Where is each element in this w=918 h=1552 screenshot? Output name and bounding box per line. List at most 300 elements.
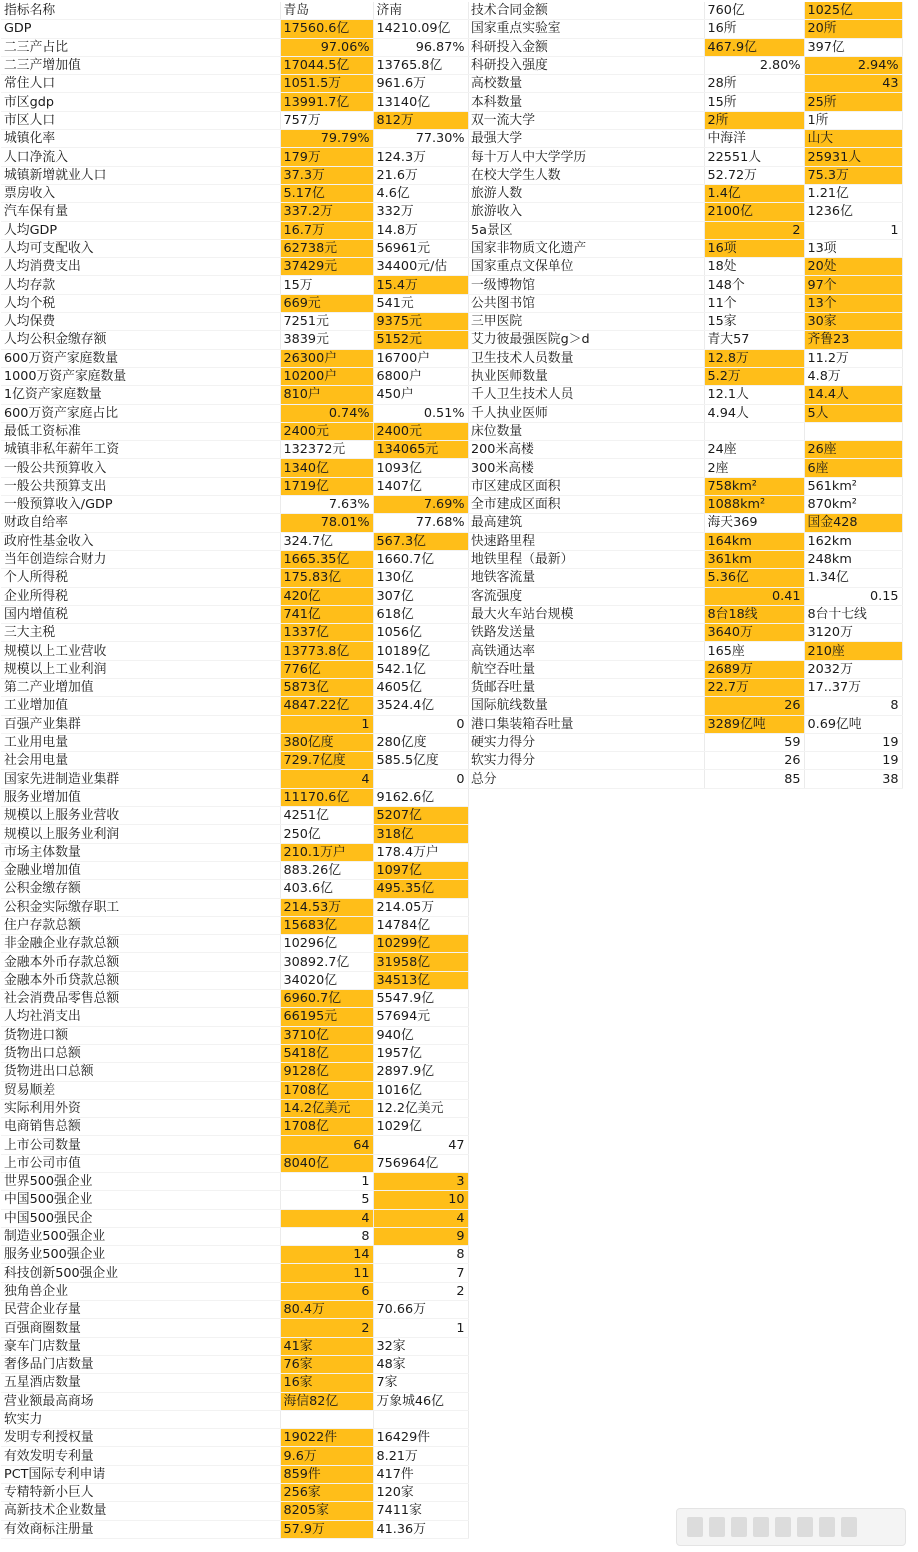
city-a-value-cell: 海天369 xyxy=(704,514,804,532)
city-b-value-cell: 14784亿 xyxy=(373,916,468,934)
table-row xyxy=(468,624,902,642)
metric-name-cell: 在校大学生人数 xyxy=(468,166,704,184)
city-b-value-cell: 20所 xyxy=(804,20,902,38)
table-row xyxy=(468,459,902,477)
metric-name-cell: 豪车门店数量 xyxy=(1,1337,280,1355)
city-b-value-cell: 870km² xyxy=(804,496,902,514)
city-a-value-cell: 8205家 xyxy=(280,1502,373,1520)
metric-name-cell: 规模以上服务业营收 xyxy=(1,807,280,825)
city-a-value-cell: 11个 xyxy=(704,294,804,312)
table-row xyxy=(468,184,902,202)
table-row xyxy=(1,770,468,788)
city-a-value-cell: 1 xyxy=(280,715,373,733)
table-row xyxy=(1,1136,468,1154)
table-row xyxy=(1,56,468,74)
city-b-value-cell: 120家 xyxy=(373,1484,468,1502)
metric-name-cell: 最低工资标准 xyxy=(1,422,280,440)
metric-name-cell: 人均个税 xyxy=(1,294,280,312)
city-a-value-cell: 420亿 xyxy=(280,587,373,605)
city-a-value-cell: 中海洋 xyxy=(704,130,804,148)
table-row xyxy=(1,953,468,971)
city-a-value-cell: 164km xyxy=(704,532,804,550)
metric-name-cell: 床位数量 xyxy=(468,422,704,440)
table-row xyxy=(1,367,468,385)
city-b-value-cell: 561km² xyxy=(804,477,902,495)
city-b-value-cell: 13项 xyxy=(804,239,902,257)
metric-name-cell: 人均社消支出 xyxy=(1,1008,280,1026)
table-row xyxy=(1,221,468,239)
metric-name-cell: 贸易顺差 xyxy=(1,1081,280,1099)
metric-name-cell: 中国500强民企 xyxy=(1,1209,280,1227)
city-b-value-cell: 7.69% xyxy=(373,496,468,514)
city-b-value-cell: 812万 xyxy=(373,111,468,129)
city-a-value-cell: 97.06% xyxy=(280,38,373,56)
city-a-value-cell: 380亿度 xyxy=(280,733,373,751)
table-row xyxy=(1,386,468,404)
metric-name-cell: 城镇非私年薪年工资 xyxy=(1,441,280,459)
city-b-value-cell: 1 xyxy=(373,1319,468,1337)
metric-name-cell: 二三产占比 xyxy=(1,38,280,56)
table-row xyxy=(1,1264,468,1282)
metric-name-cell: 非金融企业存款总额 xyxy=(1,935,280,953)
table-row xyxy=(1,1044,468,1062)
city-a-value-cell: 17044.5亿 xyxy=(280,56,373,74)
table-row xyxy=(1,1374,468,1392)
city-b-value-cell: 2032万 xyxy=(804,660,902,678)
city-a-value-cell: 6960.7亿 xyxy=(280,990,373,1008)
city-b-value-cell: 585.5亿度 xyxy=(373,752,468,770)
table-row xyxy=(468,294,902,312)
table-row xyxy=(1,111,468,129)
city-a-value-cell: 859件 xyxy=(280,1465,373,1483)
city-a-value-cell: 5418亿 xyxy=(280,1044,373,1062)
city-a-value-cell: 758km² xyxy=(704,477,804,495)
metric-name-cell: 一级博物馆 xyxy=(468,276,704,294)
table-row xyxy=(1,1410,468,1428)
city-a-value-cell: 324.7亿 xyxy=(280,532,373,550)
city-b-value-cell xyxy=(804,422,902,440)
city-b-value-cell: 19 xyxy=(804,733,902,751)
metric-name-cell: 常住人口 xyxy=(1,75,280,93)
city-b-value-cell: 1957亿 xyxy=(373,1044,468,1062)
table-row xyxy=(1,587,468,605)
table-row xyxy=(1,1465,468,1483)
table-row xyxy=(1,20,468,38)
city-a-value-cell: 22.7万 xyxy=(704,678,804,696)
city-a-value-cell: 0.74% xyxy=(280,404,373,422)
city-a-value-cell: 78.01% xyxy=(280,514,373,532)
metric-name-cell: 有效商标注册量 xyxy=(1,1520,280,1538)
table-row xyxy=(468,75,902,93)
metric-name-cell: 电商销售总额 xyxy=(1,1118,280,1136)
city-a-value-cell: 79.79% xyxy=(280,130,373,148)
city-b-value-cell: 万象城46亿 xyxy=(373,1392,468,1410)
city-a-value-cell: 2座 xyxy=(704,459,804,477)
table-row xyxy=(1,1429,468,1447)
city-a-value-cell: 6 xyxy=(280,1282,373,1300)
metric-name-cell: 金融业增加值 xyxy=(1,861,280,879)
table-row xyxy=(1,166,468,184)
city-a-value-cell: 165座 xyxy=(704,642,804,660)
metric-name-cell: 国家重点实验室 xyxy=(468,20,704,38)
city-a-value-cell: 1708亿 xyxy=(280,1081,373,1099)
city-b-value-cell: 43 xyxy=(804,75,902,93)
table-row xyxy=(468,660,902,678)
city-a-value-cell: 85 xyxy=(704,770,804,788)
city-a-value-cell: 1051.5万 xyxy=(280,75,373,93)
metric-name-cell: 国家先进制造业集群 xyxy=(1,770,280,788)
metric-name-cell: 地铁客流量 xyxy=(468,569,704,587)
table-row xyxy=(468,331,902,349)
city-a-value-cell: 741亿 xyxy=(280,605,373,623)
city-a-value-cell: 16项 xyxy=(704,239,804,257)
city-b-value-cell: 47 xyxy=(373,1136,468,1154)
city-a-value-cell: 337.2万 xyxy=(280,203,373,221)
table-row xyxy=(468,715,902,733)
metric-name-cell: 600万资产家庭数量 xyxy=(1,349,280,367)
city-a-value-cell: 361km xyxy=(704,550,804,568)
table-row xyxy=(1,1447,468,1465)
city-a-value-cell: 34020亿 xyxy=(280,971,373,989)
city-b-value-cell: 国金428 xyxy=(804,514,902,532)
table-row xyxy=(468,148,902,166)
city-b-value-cell: 13个 xyxy=(804,294,902,312)
metric-name-cell: 人均公积金缴存额 xyxy=(1,331,280,349)
metric-name-cell: 高铁通达率 xyxy=(468,642,704,660)
table-row xyxy=(1,1319,468,1337)
table-row xyxy=(1,459,468,477)
metric-name-cell: 城镇新增就业人口 xyxy=(1,166,280,184)
city-a-value-cell: 16所 xyxy=(704,20,804,38)
metric-name-cell: 世界500强企业 xyxy=(1,1173,280,1191)
city-b-value-cell: 6800户 xyxy=(373,367,468,385)
city-a-value-cell: 37429元 xyxy=(280,258,373,276)
city-a-value-cell: 57.9万 xyxy=(280,1520,373,1538)
metric-name-cell: 300米高楼 xyxy=(468,459,704,477)
city-a-value-cell: 1665.35亿 xyxy=(280,550,373,568)
city-a-value-cell: 17560.6亿 xyxy=(280,20,373,38)
city-a-value-cell: 14 xyxy=(280,1246,373,1264)
city-b-value-cell: 5207亿 xyxy=(373,807,468,825)
metric-name-cell: 民营企业存量 xyxy=(1,1301,280,1319)
metric-name-cell: 二三产增加值 xyxy=(1,56,280,74)
table-row xyxy=(1,203,468,221)
table-row xyxy=(1,825,468,843)
metric-name-cell: 千人卫生技术人员 xyxy=(468,386,704,404)
table-row xyxy=(1,2,468,20)
metric-name-cell: 财政自给率 xyxy=(1,514,280,532)
city-b-value-cell: 1.34亿 xyxy=(804,569,902,587)
table-row xyxy=(468,678,902,696)
metric-name-cell: 客流强度 xyxy=(468,587,704,605)
metric-name-cell: 航空吞吐量 xyxy=(468,660,704,678)
city-a-value-cell: 28所 xyxy=(704,75,804,93)
city-a-value-cell: 66195元 xyxy=(280,1008,373,1026)
city-b-value-cell: 19 xyxy=(804,752,902,770)
metric-name-cell: 营业额最高商场 xyxy=(1,1392,280,1410)
city-a-value-cell: 669元 xyxy=(280,294,373,312)
table-row xyxy=(468,770,902,788)
metric-name-cell: 铁路发送量 xyxy=(468,624,704,642)
table-row xyxy=(1,1484,468,1502)
table-row xyxy=(1,1099,468,1117)
city-a-value-cell: 4.94人 xyxy=(704,404,804,422)
table-row xyxy=(1,441,468,459)
table-row xyxy=(468,496,902,514)
city-b-value-cell: 77.30% xyxy=(373,130,468,148)
city-b-value-cell: 567.3亿 xyxy=(373,532,468,550)
metric-name-cell: 第二产业增加值 xyxy=(1,678,280,696)
metric-name-cell: 有效发明专利量 xyxy=(1,1447,280,1465)
table-row xyxy=(468,404,902,422)
table-row xyxy=(1,38,468,56)
city-b-value-cell: 1025亿 xyxy=(804,2,902,20)
table-row xyxy=(468,752,902,770)
table-row xyxy=(1,697,468,715)
metric-name-cell: 全市建成区面积 xyxy=(468,496,704,514)
table-row xyxy=(468,697,902,715)
city-a-value-cell: 76家 xyxy=(280,1355,373,1373)
city-b-value-cell: 5人 xyxy=(804,404,902,422)
city-b-value-cell: 1016亿 xyxy=(373,1081,468,1099)
city-a-value-cell: 3640万 xyxy=(704,624,804,642)
metric-name-cell: 中国500强企业 xyxy=(1,1191,280,1209)
table-row xyxy=(1,843,468,861)
metric-name-cell: 公积金缴存额 xyxy=(1,880,280,898)
city-a-value-cell xyxy=(704,422,804,440)
table-row xyxy=(1,990,468,1008)
metric-name-cell: 汽车保有量 xyxy=(1,203,280,221)
city-a-value-cell: 52.72万 xyxy=(704,166,804,184)
table-row xyxy=(1,1392,468,1410)
metric-name-cell: 社会用电量 xyxy=(1,752,280,770)
city-a-value-cell: 62738元 xyxy=(280,239,373,257)
metric-name-cell: 当年创造综合财力 xyxy=(1,550,280,568)
metric-name-cell: 每十万人中大学学历 xyxy=(468,148,704,166)
city-a-value-cell: 8040亿 xyxy=(280,1154,373,1172)
city-a-value-cell: 1.4亿 xyxy=(704,184,804,202)
metric-name-cell: 硬实力得分 xyxy=(468,733,704,751)
metric-name-cell: 住户存款总额 xyxy=(1,916,280,934)
city-b-value-cell: 70.66万 xyxy=(373,1301,468,1319)
metric-name-cell: 货物进出口总额 xyxy=(1,1063,280,1081)
city-b-value-cell: 16429件 xyxy=(373,1429,468,1447)
metric-name-cell: 政府性基金收入 xyxy=(1,532,280,550)
city-a-value-cell: 14.2亿美元 xyxy=(280,1099,373,1117)
city-b-value-cell: 1.21亿 xyxy=(804,184,902,202)
table-row xyxy=(1,313,468,331)
city-a-value-cell: 2689万 xyxy=(704,660,804,678)
metric-name-cell: 200米高楼 xyxy=(468,441,704,459)
table-row xyxy=(1,258,468,276)
city-b-value-cell: 14.8万 xyxy=(373,221,468,239)
left-comparison-table xyxy=(1,2,469,1539)
metric-name-cell: 独角兽企业 xyxy=(1,1282,280,1300)
city-a-value-cell: 4847.22亿 xyxy=(280,697,373,715)
table-row xyxy=(1,807,468,825)
metric-name-cell: 国家非物质文化遗产 xyxy=(468,239,704,257)
city-a-value-cell: 403.6亿 xyxy=(280,880,373,898)
metric-name-cell: 国内增值税 xyxy=(1,605,280,623)
metric-name-cell: PCT国际专利申请 xyxy=(1,1465,280,1483)
table-row xyxy=(468,367,902,385)
table-row xyxy=(468,422,902,440)
table-row xyxy=(1,404,468,422)
city-b-value-cell: 318亿 xyxy=(373,825,468,843)
city-a-value-cell: 10296亿 xyxy=(280,935,373,953)
city-a-value-cell: 2.80% xyxy=(704,56,804,74)
table-row xyxy=(1,733,468,751)
city-a-value-cell: 26 xyxy=(704,697,804,715)
city-a-value-cell: 3710亿 xyxy=(280,1026,373,1044)
city-b-value-cell: 17..37万 xyxy=(804,678,902,696)
metric-name-cell: 国际航线数量 xyxy=(468,697,704,715)
metric-name-cell: 本科数量 xyxy=(468,93,704,111)
city-b-value-cell: 2.94% xyxy=(804,56,902,74)
city-b-value-cell: 332万 xyxy=(373,203,468,221)
city-b-value-cell: 8.21万 xyxy=(373,1447,468,1465)
table-row xyxy=(1,1063,468,1081)
metric-name-cell: 公共图书馆 xyxy=(468,294,704,312)
city-a-value-cell: 2 xyxy=(280,1319,373,1337)
metric-name-cell: 票房收入 xyxy=(1,184,280,202)
city-b-value-cell xyxy=(373,1410,468,1428)
metric-name-cell: 百强产业集群 xyxy=(1,715,280,733)
city-a-value-cell: 760亿 xyxy=(704,2,804,20)
table-row xyxy=(1,514,468,532)
city-b-value-cell: 34400元/估 xyxy=(373,258,468,276)
city-a-value-cell: 青大57 xyxy=(704,331,804,349)
metric-name-cell: 规模以上工业营收 xyxy=(1,642,280,660)
city-b-value-cell: 542.1亿 xyxy=(373,660,468,678)
table-row xyxy=(1,1081,468,1099)
metric-name-cell: 地铁里程（最新） xyxy=(468,550,704,568)
metric-name-cell: 市区人口 xyxy=(1,111,280,129)
city-b-value-cell: 1097亿 xyxy=(373,861,468,879)
city-a-value-cell: 59 xyxy=(704,733,804,751)
table-row xyxy=(1,1301,468,1319)
city-a-value-cell: 海信82亿 xyxy=(280,1392,373,1410)
table-row xyxy=(1,1026,468,1044)
metric-name-cell: 货物进口额 xyxy=(1,1026,280,1044)
city-a-value-cell: 7251元 xyxy=(280,313,373,331)
city-a-value-cell: 5.2万 xyxy=(704,367,804,385)
table-row xyxy=(1,880,468,898)
table-row xyxy=(468,349,902,367)
city-a-value-cell: 5.17亿 xyxy=(280,184,373,202)
table-row xyxy=(1,971,468,989)
table-row xyxy=(468,313,902,331)
metric-name-cell: 实际利用外资 xyxy=(1,1099,280,1117)
city-a-value-cell: 16.7万 xyxy=(280,221,373,239)
city-a-value-cell: 3289亿吨 xyxy=(704,715,804,733)
metric-name-cell: 三甲医院 xyxy=(468,313,704,331)
metric-name-cell: 600万资产家庭占比 xyxy=(1,404,280,422)
watermark-logo xyxy=(676,1508,906,1546)
city-a-value-cell: 132372元 xyxy=(280,441,373,459)
table-row xyxy=(1,898,468,916)
metric-name-cell: 科研投入金额 xyxy=(468,38,704,56)
city-b-value-cell: 4.8万 xyxy=(804,367,902,385)
city-b-value-cell: 450户 xyxy=(373,386,468,404)
city-b-value-cell: 214.05万 xyxy=(373,898,468,916)
city-a-value-cell: 1337亿 xyxy=(280,624,373,642)
city-b-value-cell: 25所 xyxy=(804,93,902,111)
metric-name-cell: 公积金实际缴存职工 xyxy=(1,898,280,916)
table-row xyxy=(468,130,902,148)
city-a-value-cell: 13991.7亿 xyxy=(280,93,373,111)
city-b-value-cell: 75.3万 xyxy=(804,166,902,184)
city-b-value-cell: 25931人 xyxy=(804,148,902,166)
city-a-value-cell: 1 xyxy=(280,1173,373,1191)
metric-name-cell: 上市公司市值 xyxy=(1,1154,280,1172)
city-a-value-cell: 175.83亿 xyxy=(280,569,373,587)
city-b-value-cell: 4605亿 xyxy=(373,678,468,696)
city-b-value-cell: 7411家 xyxy=(373,1502,468,1520)
metric-name-cell: 人均消费支出 xyxy=(1,258,280,276)
city-a-value-cell: 1719亿 xyxy=(280,477,373,495)
table-row xyxy=(468,733,902,751)
table-row xyxy=(1,1520,468,1538)
city-b-value-cell: 134065元 xyxy=(373,441,468,459)
right-comparison-table xyxy=(468,2,903,789)
metric-name-cell: 制造业500强企业 xyxy=(1,1227,280,1245)
city-b-value-cell: 1056亿 xyxy=(373,624,468,642)
city-b-value-cell: 0 xyxy=(373,715,468,733)
table-row xyxy=(1,935,468,953)
city-a-value-cell: 青岛 xyxy=(280,2,373,20)
metric-name-cell: 软实力得分 xyxy=(468,752,704,770)
city-a-value-cell: 64 xyxy=(280,1136,373,1154)
city-a-value-cell: 1708亿 xyxy=(280,1118,373,1136)
city-a-value-cell: 2 xyxy=(704,221,804,239)
city-b-value-cell: 210座 xyxy=(804,642,902,660)
metric-name-cell: 人均GDP xyxy=(1,221,280,239)
metric-name-cell: 双一流大学 xyxy=(468,111,704,129)
city-b-value-cell: 12.2亿美元 xyxy=(373,1099,468,1117)
city-b-value-cell: 5547.9亿 xyxy=(373,990,468,1008)
metric-name-cell: 规模以上服务业利润 xyxy=(1,825,280,843)
city-a-value-cell: 776亿 xyxy=(280,660,373,678)
table-row xyxy=(468,2,902,20)
city-b-value-cell: 397亿 xyxy=(804,38,902,56)
table-row xyxy=(1,715,468,733)
city-a-value-cell: 24座 xyxy=(704,441,804,459)
metric-name-cell: 旅游人数 xyxy=(468,184,704,202)
city-b-value-cell: 0.15 xyxy=(804,587,902,605)
metric-name-cell: 货邮吞吐量 xyxy=(468,678,704,696)
city-b-value-cell: 7家 xyxy=(373,1374,468,1392)
table-row xyxy=(468,93,902,111)
city-a-value-cell: 12.1人 xyxy=(704,386,804,404)
city-a-value-cell: 15万 xyxy=(280,276,373,294)
city-b-value-cell: 280亿度 xyxy=(373,733,468,751)
table-row xyxy=(468,569,902,587)
city-b-value-cell: 1所 xyxy=(804,111,902,129)
metric-name-cell: 奢侈品门店数量 xyxy=(1,1355,280,1373)
city-a-value-cell: 7.63% xyxy=(280,496,373,514)
city-a-value-cell: 250亿 xyxy=(280,825,373,843)
city-b-value-cell: 756964亿 xyxy=(373,1154,468,1172)
metric-name-cell: 总分 xyxy=(468,770,704,788)
table-row xyxy=(1,331,468,349)
table-row xyxy=(1,349,468,367)
metric-name-cell: 5a景区 xyxy=(468,221,704,239)
city-a-value-cell: 8 xyxy=(280,1227,373,1245)
table-row xyxy=(468,514,902,532)
metric-name-cell: 最高建筑 xyxy=(468,514,704,532)
metric-name-cell: 千人执业医师 xyxy=(468,404,704,422)
